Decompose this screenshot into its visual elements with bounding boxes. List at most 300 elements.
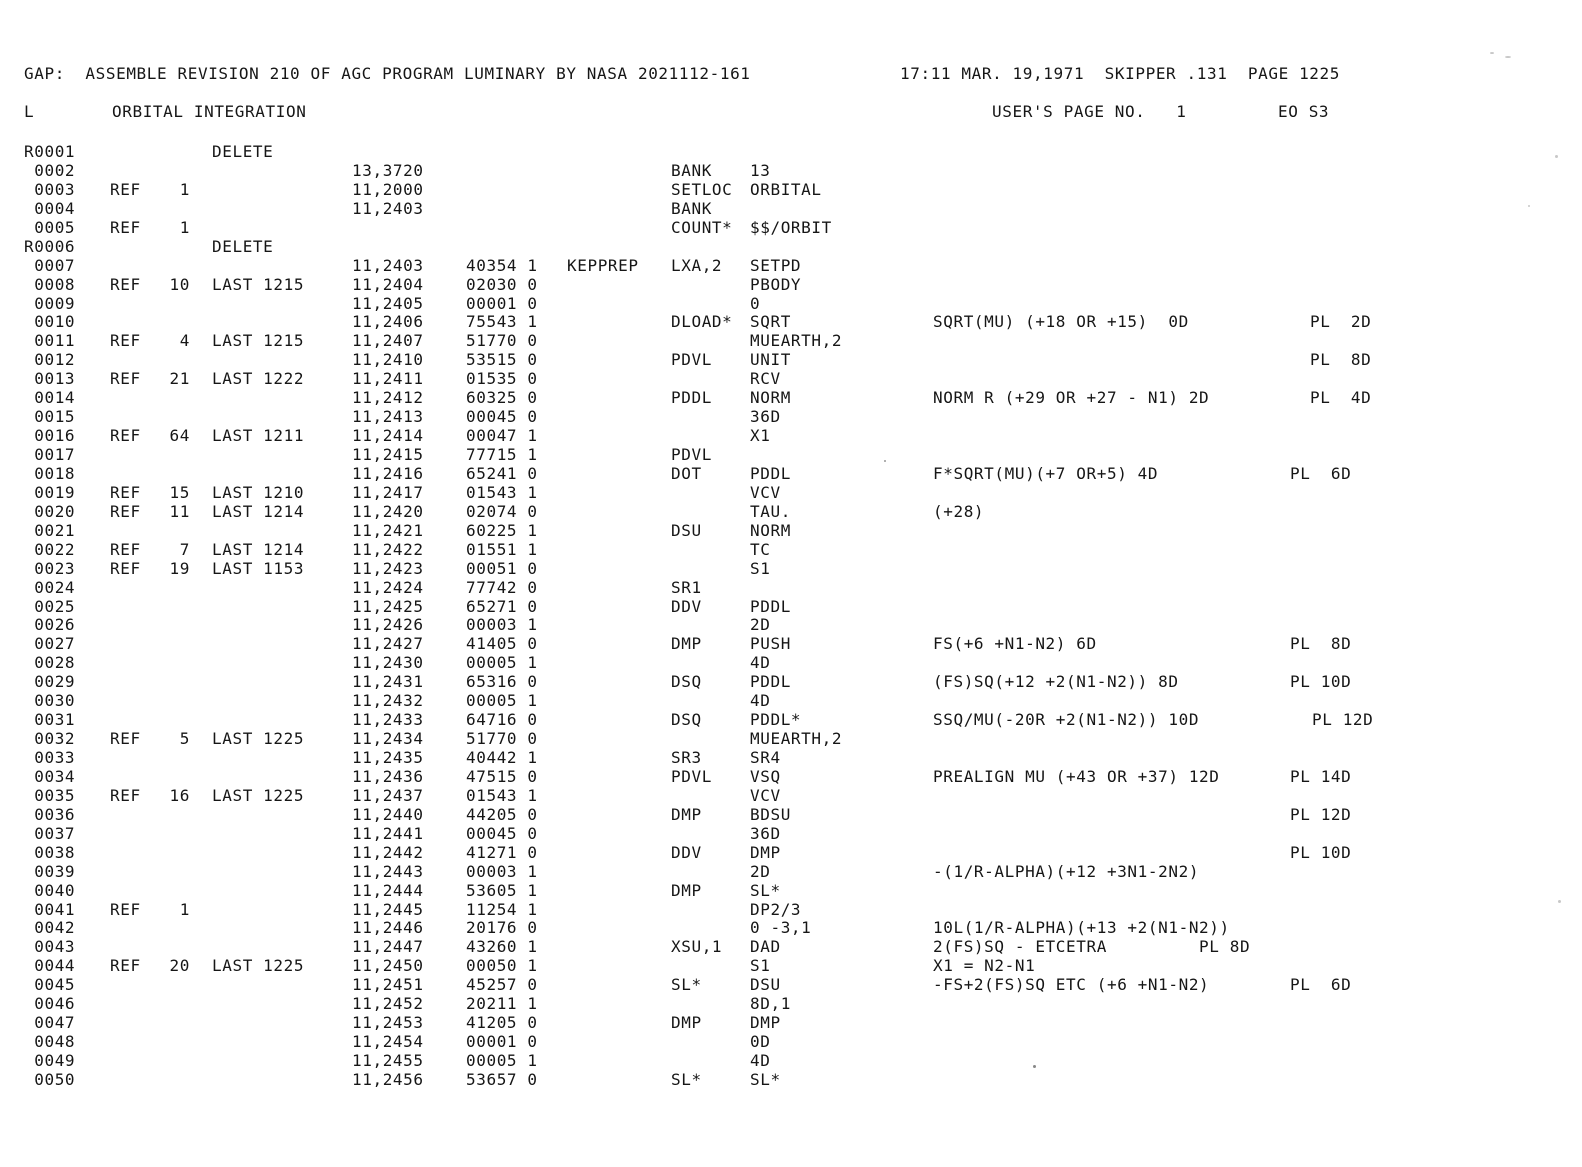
octal-code: 40354 1 xyxy=(466,255,538,275)
octal-code: 00005 1 xyxy=(466,653,538,673)
listing-row xyxy=(0,691,1582,710)
address: 11,2440 xyxy=(352,804,424,824)
operand: 2D xyxy=(750,615,771,635)
address: 11,2453 xyxy=(352,1013,424,1033)
line-number: 0045 xyxy=(24,975,76,995)
ref-marker: REF xyxy=(110,217,141,237)
address: 11,2426 xyxy=(352,615,424,635)
last-ref: LAST 1225 xyxy=(212,956,305,976)
pushlist-note: PL 10D xyxy=(1290,842,1352,862)
scan-speck xyxy=(1490,52,1494,54)
ref-marker: REF xyxy=(110,426,141,446)
operand: VCV xyxy=(750,785,781,805)
operand: TAU. xyxy=(750,501,791,521)
listing-row xyxy=(0,502,1582,521)
octal-code: 01551 1 xyxy=(466,539,538,559)
line-number: 0005 xyxy=(24,217,76,237)
operand: X1 xyxy=(750,426,771,446)
line-number: 0015 xyxy=(24,407,76,427)
pushlist-note: PL 2D xyxy=(1310,312,1372,332)
operand: DAD xyxy=(750,937,781,957)
listing-row xyxy=(0,994,1582,1013)
comment: NORM R (+29 OR +27 - N1) 2D xyxy=(933,388,1210,408)
header-section-title: ORBITAL INTEGRATION xyxy=(112,102,307,121)
ref-marker: REF xyxy=(110,539,141,559)
line-number: R0001 xyxy=(24,142,76,161)
ref-count: 16 xyxy=(169,785,190,805)
octal-code: 00003 1 xyxy=(466,615,538,635)
listing-row xyxy=(0,748,1582,767)
operand: S1 xyxy=(750,956,771,976)
line-number: 0028 xyxy=(24,653,76,673)
ref-marker: REF xyxy=(110,179,141,199)
opcode: BANK xyxy=(671,198,712,218)
listing-row xyxy=(0,559,1582,578)
operand: BDSU xyxy=(750,804,791,824)
listing-row xyxy=(0,161,1582,180)
operand: PDDL xyxy=(750,463,791,483)
opcode: BANK xyxy=(671,160,712,180)
address: 11,2445 xyxy=(352,899,424,919)
comment: F*SQRT(MU)(+7 OR+5) 4D xyxy=(933,463,1159,483)
header-log-code: L xyxy=(24,102,35,121)
ref-count: 5 xyxy=(179,729,190,749)
operand: 0 -3,1 xyxy=(750,918,812,938)
operand: DMP xyxy=(750,1013,781,1033)
octal-code: 01535 0 xyxy=(466,369,538,389)
listing-row xyxy=(0,843,1582,862)
line-number: 0002 xyxy=(24,160,76,180)
octal-code: 00003 1 xyxy=(466,861,538,881)
octal-code: 00045 0 xyxy=(466,823,538,843)
opcode: SL* xyxy=(671,1069,702,1089)
operand: S1 xyxy=(750,558,771,578)
opcode: DLOAD* xyxy=(671,312,733,332)
ref-count: 1 xyxy=(179,217,190,237)
ref-marker: REF xyxy=(110,558,141,578)
operand: 8D,1 xyxy=(750,994,791,1014)
listing-row xyxy=(0,900,1582,919)
listing-row xyxy=(0,521,1582,540)
opcode: DDV xyxy=(671,842,702,862)
octal-code: 65271 0 xyxy=(466,596,538,616)
operand: SL* xyxy=(750,880,781,900)
ref-marker: REF xyxy=(110,274,141,294)
listing-row xyxy=(0,483,1582,502)
scan-speck xyxy=(884,460,886,462)
line-number: 0018 xyxy=(24,463,76,483)
address: 11,2427 xyxy=(352,634,424,654)
listing-row xyxy=(0,729,1582,748)
scan-speck xyxy=(1505,56,1511,58)
listing-row xyxy=(0,824,1582,843)
octal-code: 53605 1 xyxy=(466,880,538,900)
octal-code: 77742 0 xyxy=(466,577,538,597)
pushlist-note: PL 8D xyxy=(1310,350,1372,370)
operand: TC xyxy=(750,539,771,559)
line-number: 0003 xyxy=(24,179,76,199)
ref-count: 21 xyxy=(169,369,190,389)
address: 11,2456 xyxy=(352,1069,424,1089)
listing-row xyxy=(0,1032,1582,1051)
listing-row xyxy=(0,597,1582,616)
scan-speck xyxy=(1558,900,1561,903)
address: 11,2403 xyxy=(352,255,424,275)
line-number: 0027 xyxy=(24,634,76,654)
address: 11,2434 xyxy=(352,729,424,749)
line-number: 0017 xyxy=(24,445,76,464)
ref-count: 64 xyxy=(169,426,190,446)
listing-row xyxy=(0,218,1582,237)
line-number: 0035 xyxy=(24,785,76,805)
operand: SETPD xyxy=(750,255,802,275)
octal-code: 00001 0 xyxy=(466,1032,538,1052)
operand: DSU xyxy=(750,975,781,995)
octal-code: 00005 1 xyxy=(466,691,538,711)
listing-row xyxy=(0,975,1582,994)
ref-marker: REF xyxy=(110,331,141,351)
line-number: 0034 xyxy=(24,766,76,786)
operand: SR4 xyxy=(750,748,781,767)
ref-count: 11 xyxy=(169,501,190,521)
last-ref: LAST 1153 xyxy=(212,558,305,578)
address: 11,2450 xyxy=(352,956,424,976)
address: 11,2444 xyxy=(352,880,424,900)
ref-count: 19 xyxy=(169,558,190,578)
listing-row xyxy=(0,445,1582,464)
line-number: 0032 xyxy=(24,729,76,749)
octal-code: 41271 0 xyxy=(466,842,538,862)
address: 11,2430 xyxy=(352,653,424,673)
octal-code: 00045 0 xyxy=(466,407,538,427)
ref-marker: REF xyxy=(110,729,141,749)
ref-marker: REF xyxy=(110,501,141,521)
line-number: 0024 xyxy=(24,577,76,597)
octal-code: 00051 0 xyxy=(466,558,538,578)
listing-row xyxy=(0,142,1582,161)
octal-code: 00005 1 xyxy=(466,1051,538,1070)
address: 11,2414 xyxy=(352,426,424,446)
listing-row xyxy=(0,275,1582,294)
line-number: 0014 xyxy=(24,388,76,408)
operand: 2D xyxy=(750,861,771,881)
listing-row xyxy=(0,1051,1582,1070)
listing-row xyxy=(0,388,1582,407)
operand: VCV xyxy=(750,482,781,502)
label: KEPPREP xyxy=(567,255,639,275)
octal-code: 41405 0 xyxy=(466,634,538,654)
line-number: 0036 xyxy=(24,804,76,824)
listing-row xyxy=(0,1070,1582,1089)
operand: 0D xyxy=(750,1032,771,1052)
listing-row xyxy=(0,312,1582,331)
address: 11,2446 xyxy=(352,918,424,938)
line-number: 0021 xyxy=(24,520,76,540)
listing-row xyxy=(0,256,1582,275)
listing-row xyxy=(0,199,1582,218)
address: 11,2454 xyxy=(352,1032,424,1052)
opcode: DSQ xyxy=(671,710,702,730)
opcode: PDVL xyxy=(671,350,712,370)
octal-code: 01543 1 xyxy=(466,785,538,805)
line-number: 0037 xyxy=(24,823,76,843)
listing-row xyxy=(0,426,1582,445)
ref-count: 15 xyxy=(169,482,190,502)
octal-code: 51770 0 xyxy=(466,331,538,351)
operand: 4D xyxy=(750,653,771,673)
operand: 36D xyxy=(750,407,781,427)
opcode: PDVL xyxy=(671,766,712,786)
line-number: 0009 xyxy=(24,293,76,313)
header-program-title: GAP: ASSEMBLE REVISION 210 OF AGC PROGRAM LUMINARY BY NASA 2021112-161 xyxy=(24,64,751,83)
address: 11,2407 xyxy=(352,331,424,351)
operand: PBODY xyxy=(750,274,802,294)
listing-row xyxy=(0,786,1582,805)
octal-code: 02074 0 xyxy=(466,501,538,521)
assembly-listing xyxy=(0,142,1582,1089)
header-date-page: 17:11 MAR. 19,1971 SKIPPER .131 PAGE 1225 xyxy=(900,64,1341,83)
address: 11,2412 xyxy=(352,388,424,408)
listing-row xyxy=(0,956,1582,975)
opcode: LXA,2 xyxy=(671,255,723,275)
address: 11,2404 xyxy=(352,274,424,294)
listing-row xyxy=(0,464,1582,483)
address: 11,2417 xyxy=(352,482,424,502)
octal-code: 44205 0 xyxy=(466,804,538,824)
operand: MUEARTH,2 xyxy=(750,729,843,749)
address: 11,2421 xyxy=(352,520,424,540)
listing-row xyxy=(0,862,1582,881)
last-ref: LAST 1214 xyxy=(212,539,305,559)
listing-row xyxy=(0,672,1582,691)
listing-row xyxy=(0,653,1582,672)
line-number: 0047 xyxy=(24,1013,76,1033)
opcode: PDDL xyxy=(671,388,712,408)
octal-code: 65316 0 xyxy=(466,672,538,692)
address: 11,2403 xyxy=(352,198,424,218)
operand: NORM xyxy=(750,388,791,408)
octal-code: 00050 1 xyxy=(466,956,538,976)
octal-code: 77715 1 xyxy=(466,445,538,464)
ref-marker: REF xyxy=(110,785,141,805)
address: 11,2425 xyxy=(352,596,424,616)
ref-count: 20 xyxy=(169,956,190,976)
octal-code: 45257 0 xyxy=(466,975,538,995)
operand: MUEARTH,2 xyxy=(750,331,843,351)
listing-row xyxy=(0,918,1582,937)
address: 11,2452 xyxy=(352,994,424,1014)
address: 11,2435 xyxy=(352,748,424,767)
opcode: DSU xyxy=(671,520,702,540)
address: 11,2410 xyxy=(352,350,424,370)
last-ref: LAST 1225 xyxy=(212,785,305,805)
last-ref: LAST 1215 xyxy=(212,274,305,294)
listing-row xyxy=(0,331,1582,350)
opcode: DDV xyxy=(671,596,702,616)
octal-code: 60325 0 xyxy=(466,388,538,408)
line-number: 0022 xyxy=(24,539,76,559)
line-number: 0049 xyxy=(24,1051,76,1070)
opcode: DSQ xyxy=(671,672,702,692)
listing-row xyxy=(0,710,1582,729)
operand: $$/ORBIT xyxy=(750,217,832,237)
ref-count: 7 xyxy=(179,539,190,559)
address: 11,2405 xyxy=(352,293,424,313)
line-number: 0048 xyxy=(24,1032,76,1052)
line-number: 0026 xyxy=(24,615,76,635)
pushlist-note: PL 10D xyxy=(1290,672,1352,692)
octal-code: 75543 1 xyxy=(466,312,538,332)
opcode: PDVL xyxy=(671,445,712,464)
line-number: R0006 xyxy=(24,236,76,256)
listing-row xyxy=(0,767,1582,786)
scan-speck xyxy=(1528,205,1530,207)
operand: SQRT xyxy=(750,312,791,332)
line-number: 0016 xyxy=(24,426,76,446)
header-eo-code: EO S3 xyxy=(1278,102,1330,121)
octal-code: 60225 1 xyxy=(466,520,538,540)
operand: RCV xyxy=(750,369,781,389)
line-number: 0031 xyxy=(24,710,76,730)
line-number: 0008 xyxy=(24,274,76,294)
scan-speck xyxy=(1033,1065,1036,1068)
pushlist-note: PL 6D xyxy=(1290,463,1352,483)
octal-code: 65241 0 xyxy=(466,463,538,483)
address: 11,2432 xyxy=(352,691,424,711)
last-ref: LAST 1210 xyxy=(212,482,305,502)
octal-code: 43260 1 xyxy=(466,937,538,957)
last-ref: LAST 1211 xyxy=(212,426,305,446)
address: 11,2442 xyxy=(352,842,424,862)
ref-count: 10 xyxy=(169,274,190,294)
operand: DP2/3 xyxy=(750,899,802,919)
address: 11,2423 xyxy=(352,558,424,578)
comment: (FS)SQ(+12 +2(N1-N2)) 8D xyxy=(933,672,1179,692)
line-number: 0012 xyxy=(24,350,76,370)
address: 11,2455 xyxy=(352,1051,424,1070)
line-number: 0046 xyxy=(24,994,76,1014)
octal-code: 40442 1 xyxy=(466,748,538,767)
line-number: 0004 xyxy=(24,198,76,218)
line-number: 0050 xyxy=(24,1069,76,1089)
listing-row xyxy=(0,294,1582,313)
address: 11,2415 xyxy=(352,445,424,464)
opcode: XSU,1 xyxy=(671,937,723,957)
listing-row xyxy=(0,237,1582,256)
line-number: 0041 xyxy=(24,899,76,919)
line-number: 0019 xyxy=(24,482,76,502)
address: 11,2424 xyxy=(352,577,424,597)
pushlist-note: PL 8D xyxy=(1290,634,1352,654)
ref-count: 1 xyxy=(179,899,190,919)
operand: DMP xyxy=(750,842,781,862)
address: 11,2413 xyxy=(352,407,424,427)
line-number: 0023 xyxy=(24,558,76,578)
last-ref: LAST 1215 xyxy=(212,331,305,351)
operand: NORM xyxy=(750,520,791,540)
listing-row xyxy=(0,805,1582,824)
operand: VSQ xyxy=(750,766,781,786)
address: 11,2436 xyxy=(352,766,424,786)
comment: X1 = N2-N1 xyxy=(933,956,1036,976)
octal-code: 00047 1 xyxy=(466,426,538,446)
ref-marker: REF xyxy=(110,956,141,976)
address: 11,2437 xyxy=(352,785,424,805)
operand: 0 xyxy=(750,293,761,313)
pushlist-note: PL 12D xyxy=(1312,710,1374,730)
opcode: SETLOC xyxy=(671,179,733,199)
line-number: 0044 xyxy=(24,956,76,976)
opcode: SR3 xyxy=(671,748,702,767)
address: 11,2416 xyxy=(352,463,424,483)
operand: ORBITAL xyxy=(750,179,822,199)
address: 11,2451 xyxy=(352,975,424,995)
comment: SSQ/MU(-20R +2(N1-N2)) 10D xyxy=(933,710,1200,730)
operand: 4D xyxy=(750,691,771,711)
octal-code: 47515 0 xyxy=(466,766,538,786)
opcode: DMP xyxy=(671,634,702,654)
octal-code: 20176 0 xyxy=(466,918,538,938)
address: 11,2411 xyxy=(352,369,424,389)
last-ref: LAST 1214 xyxy=(212,501,305,521)
operand: PDDL xyxy=(750,672,791,692)
line-number: 0010 xyxy=(24,312,76,332)
address: 11,2447 xyxy=(352,937,424,957)
listing-row xyxy=(0,881,1582,900)
line-number: 0011 xyxy=(24,331,76,351)
comment: 10L(1/R-ALPHA)(+13 +2(N1-N2)) xyxy=(933,918,1230,938)
opcode: DOT xyxy=(671,463,702,483)
listing-row xyxy=(0,1013,1582,1032)
ref-count: 4 xyxy=(179,331,190,351)
address: 11,2441 xyxy=(352,823,424,843)
line-number: 0030 xyxy=(24,691,76,711)
address: 11,2420 xyxy=(352,501,424,521)
last-ref: LAST 1225 xyxy=(212,729,305,749)
last-ref: LAST 1222 xyxy=(212,369,305,389)
comment: SQRT(MU) (+18 OR +15) 0D xyxy=(933,312,1189,332)
octal-code: 53657 0 xyxy=(466,1069,538,1089)
ref-marker: REF xyxy=(110,369,141,389)
address: 11,2406 xyxy=(352,312,424,332)
pushlist-note: PL 14D xyxy=(1290,766,1352,786)
octal-code: 02030 0 xyxy=(466,274,538,294)
ref-count: 1 xyxy=(179,179,190,199)
pushlist-note: PL 12D xyxy=(1290,804,1352,824)
operand: 4D xyxy=(750,1051,771,1070)
octal-code: 41205 0 xyxy=(466,1013,538,1033)
line-number: 0039 xyxy=(24,861,76,881)
operand: 36D xyxy=(750,823,781,843)
comment: -(1/R-ALPHA)(+12 +3N1-2N2) xyxy=(933,861,1200,881)
listing-row xyxy=(0,634,1582,653)
listing-row xyxy=(0,937,1582,956)
listing-row xyxy=(0,578,1582,597)
octal-code: 00001 0 xyxy=(466,293,538,313)
listing-row xyxy=(0,180,1582,199)
ref-marker: REF xyxy=(110,482,141,502)
operand: 13 xyxy=(750,160,771,180)
octal-code: 51770 0 xyxy=(466,729,538,749)
opcode: DMP xyxy=(671,1013,702,1033)
address: 13,3720 xyxy=(352,160,424,180)
address: 11,2000 xyxy=(352,179,424,199)
opcode: SR1 xyxy=(671,577,702,597)
address: 11,2443 xyxy=(352,861,424,881)
operand: PDDL* xyxy=(750,710,802,730)
pushlist-note: PL 4D xyxy=(1310,388,1372,408)
operand: PDDL xyxy=(750,596,791,616)
